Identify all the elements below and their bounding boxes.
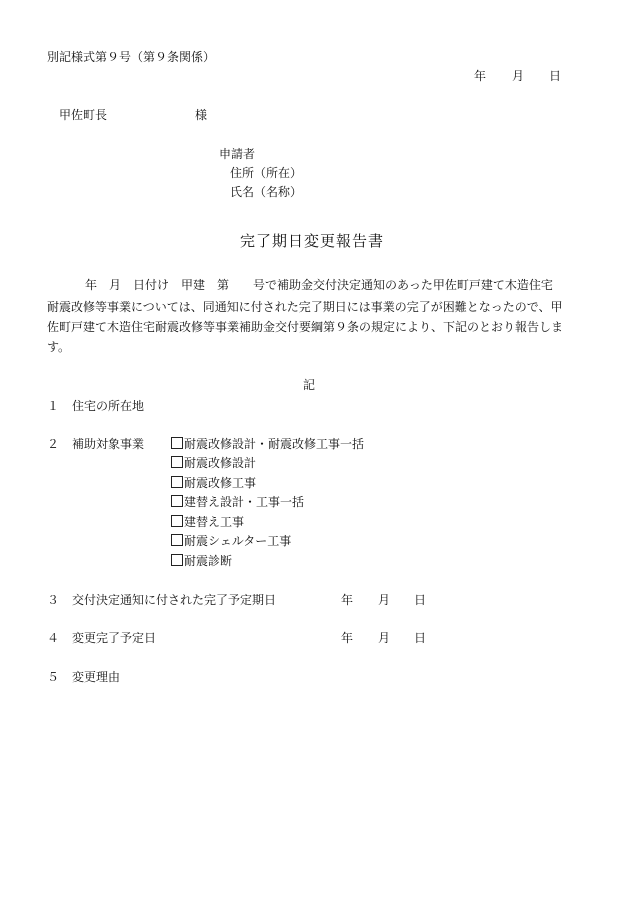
item-label: 交付決定通知に付された完了予定期日 xyxy=(72,593,277,607)
project-option[interactable]: 建替え設計・工事一括 xyxy=(171,495,304,510)
item3-year: 年 xyxy=(341,593,354,607)
document-title: 完了期日変更報告書 xyxy=(240,232,385,250)
applicant-label: 申請者 xyxy=(219,147,256,161)
checkbox-icon[interactable] xyxy=(171,476,183,488)
checkbox-icon[interactable] xyxy=(171,456,183,468)
item-number: ５ xyxy=(47,670,60,684)
addressee-mayor: 甲佐町長 xyxy=(59,108,108,122)
project-option[interactable]: 耐震改修設計・耐震改修工事一括 xyxy=(171,437,364,452)
item4-year: 年 xyxy=(341,631,354,645)
checkbox-icon[interactable] xyxy=(171,495,183,507)
item-label: 住宅の所在地 xyxy=(72,399,145,413)
form-label: 別記様式第９号（第９条関係） xyxy=(47,50,216,64)
checkbox-icon[interactable] xyxy=(171,534,183,546)
body-line-1: 年 月 日付け 甲建 第 号で補助金交付決定通知のあった甲佐町戸建て木造住宅 xyxy=(85,278,553,292)
addressee-honorific: 様 xyxy=(195,108,208,122)
item4-month: 月 xyxy=(378,631,391,645)
item4-day: 日 xyxy=(414,631,427,645)
body-line-4: す。 xyxy=(47,340,71,354)
note-heading: 記 xyxy=(303,378,316,392)
checkbox-icon[interactable] xyxy=(171,554,183,566)
project-option[interactable]: 耐震改修設計 xyxy=(171,456,256,471)
project-option[interactable]: 耐震診断 xyxy=(171,554,232,569)
project-option[interactable]: 耐震シェルター工事 xyxy=(171,534,291,549)
date-year: 年 xyxy=(474,69,487,83)
project-option[interactable]: 耐震改修工事 xyxy=(171,476,256,491)
applicant-address: 住所（所在） xyxy=(230,166,303,180)
item-label: 変更完了予定日 xyxy=(72,631,157,645)
checkbox-icon[interactable] xyxy=(171,515,183,527)
item-number: ３ xyxy=(47,593,60,607)
item3-day: 日 xyxy=(414,593,427,607)
project-option[interactable]: 建替え工事 xyxy=(171,515,244,530)
item-label: 変更理由 xyxy=(72,670,121,684)
item-number: ２ xyxy=(47,437,60,451)
item-label: 補助対象事業 xyxy=(72,437,145,451)
checkbox-icon[interactable] xyxy=(171,437,183,449)
item-number: １ xyxy=(47,399,60,413)
date-month: 月 xyxy=(512,69,525,83)
item3-month: 月 xyxy=(378,593,391,607)
item-number: ４ xyxy=(47,631,60,645)
applicant-name: 氏名（名称） xyxy=(230,185,303,199)
body-line-3: 佐町戸建て木造住宅耐震改修等事業補助金交付要綱第９条の規定により、下記のとおり報告しま xyxy=(47,320,564,334)
body-line-2: 耐震改修等事業については、同通知に付された完了期日には事業の完了が困難となったので、甲 xyxy=(47,300,563,314)
date-day: 日 xyxy=(549,69,562,83)
